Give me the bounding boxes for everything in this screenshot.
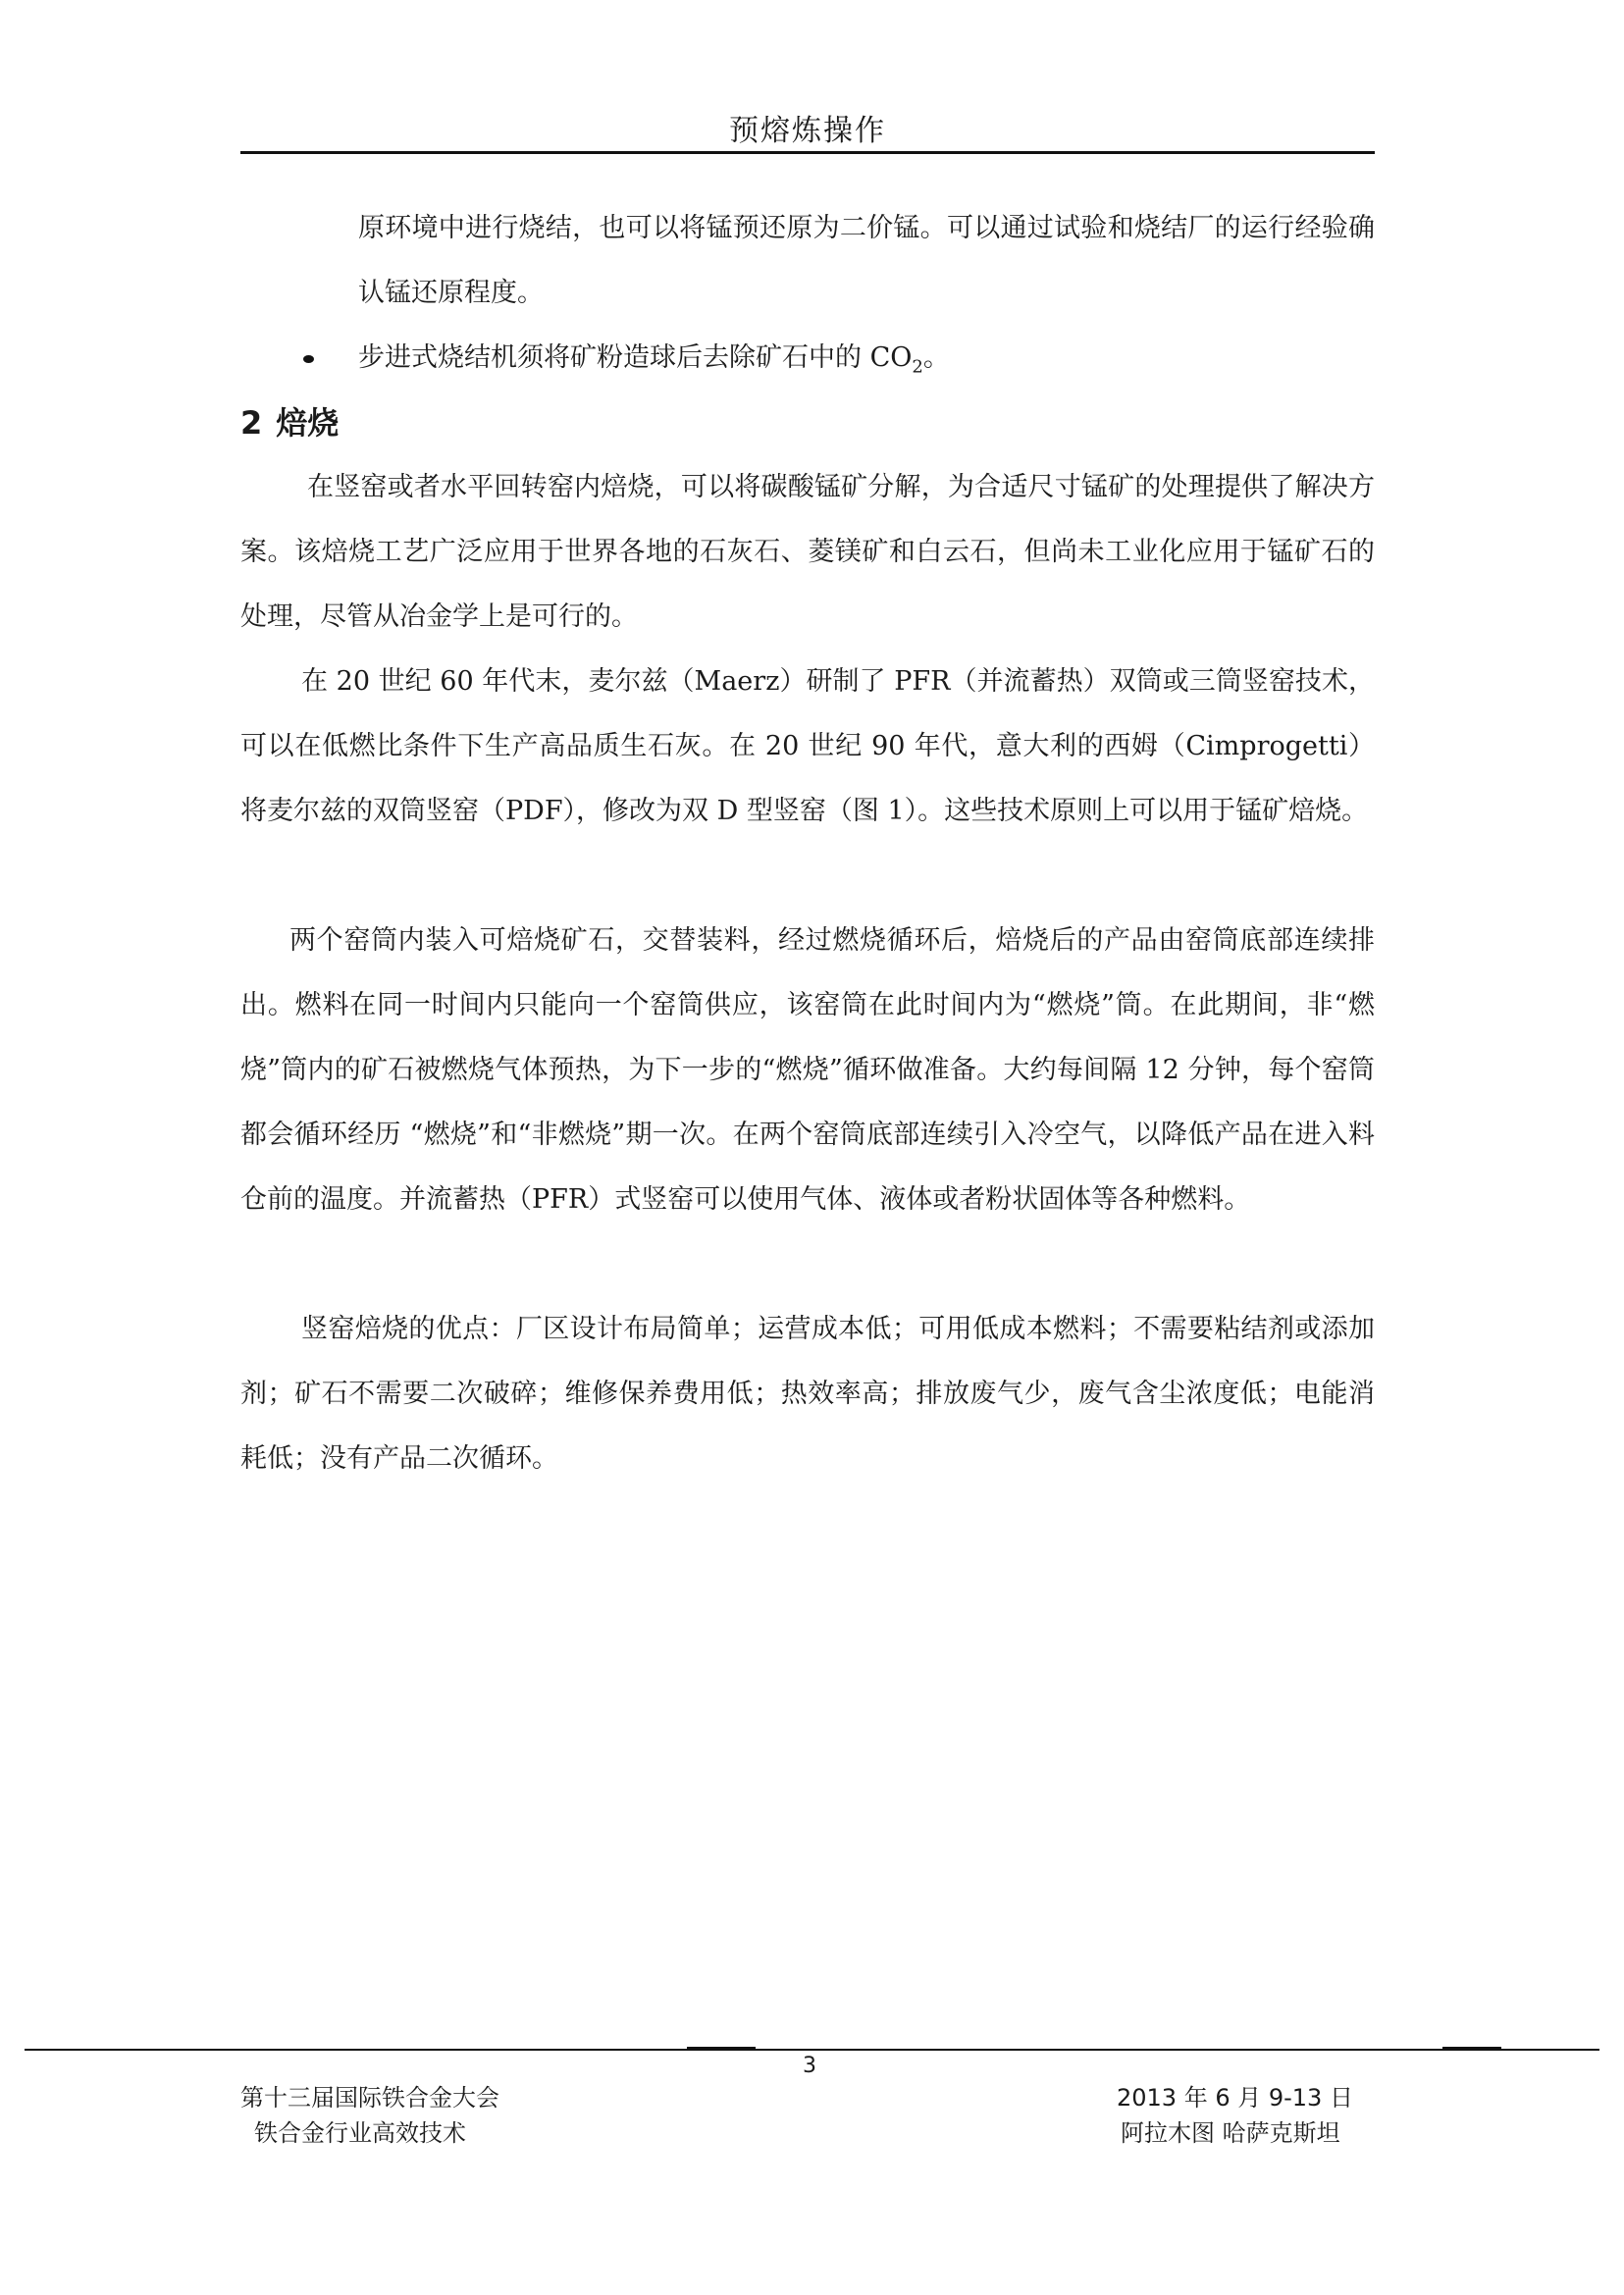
bullet-text [358, 326, 950, 399]
footer-divider [25, 2049, 1599, 2051]
paragraph-2: 在 20 世纪 60 年代末，麦尔兹（Maerz）研制了 PFR（并流蓄热）双筒或三筒竖窑技术，可以在低燃比条件下生产高品质生石灰。在 20 世纪 90 年代，意大利的西姆（Cimprogetti）将麦尔兹的双筒竖窑（PDF），修改为双 D 型竖窑（图 1）。这些技术原则上可以用于锰矿焙烧。 [240, 666, 1375, 826]
page-number: 3 [803, 2054, 816, 2078]
footer-date: 2013 年 6 月 9-13 日 [1117, 2084, 1353, 2112]
section-number: 2 [240, 404, 263, 442]
footer-conference [240, 2080, 499, 2151]
bullet-text-main: 步进式烧结机须将矿粉造球后去除矿石中的 CO [358, 342, 913, 373]
footer-location: 阿拉木图 哈萨克斯坦 [1121, 2119, 1340, 2147]
header-divider [240, 151, 1375, 154]
bullet-subscript: 2 [912, 356, 923, 378]
section-heading [240, 391, 339, 455]
bullet-dot-icon [303, 355, 314, 363]
section-title: 焙烧 [276, 404, 340, 442]
paragraph-4: 竖窑焙烧的优点：厂区设计布局简单；运营成本低；可用低成本燃料；不需要粘结剂或添加剂；矿石不需要二次破碎；维修保养费用低；热效率高；排放废气少，废气含尘浓度低；电能消耗低；没有产品二次循环。 [240, 1314, 1375, 1474]
bullet-text-end: 。 [922, 342, 950, 373]
paragraph-1: 在竖窑或者水平回转窑内焙烧，可以将碳酸锰矿分解，为合适尺寸锰矿的处理提供了解决方案。该焙烧工艺广泛应用于世界各地的石灰石、菱镁矿和白云石，但尚未工业化应用于锰矿石的处理，尽管从冶金学上是可行的。 [240, 472, 1375, 632]
footer-conference-name: 第十三届国际铁合金大会 [240, 2084, 499, 2112]
continuation-paragraph: 原环境中进行烧结，也可以将锰预还原为二价锰。可以通过试验和烧结厂的运行经验确认锰还原程度。 [358, 213, 1375, 308]
bullet-item [240, 326, 1375, 391]
footer-conference-theme: 铁合金行业高效技术 [254, 2119, 466, 2147]
paragraph-3: 两个窑筒内装入可焙烧矿石，交替装料，经过燃烧循环后，焙烧后的产品由窑筒底部连续排出。燃料在同一时间内只能向一个窑筒供应，该窑筒在此时间内为“燃烧”筒。在此期间，非“燃烧”筒内的矿石被燃烧气体预热，为下一步的“燃烧”循环做准备。大约每间隔 12 分钟，每个窑筒都会循环经历 “燃烧”和“非燃烧”期一次。在两个窑筒底部连续引入冷空气，以降低产品在进入料仓前的温度。并流蓄热（PFR）式竖窑可以使用气体、液体或者粉状固体等各种燃料。 [240, 925, 1375, 1215]
footer-date-location [1117, 2080, 1353, 2151]
footer-divider-accent [687, 2047, 756, 2051]
footer-divider-accent [1442, 2047, 1501, 2051]
running-header-title: 预熔炼操作 [729, 114, 886, 148]
